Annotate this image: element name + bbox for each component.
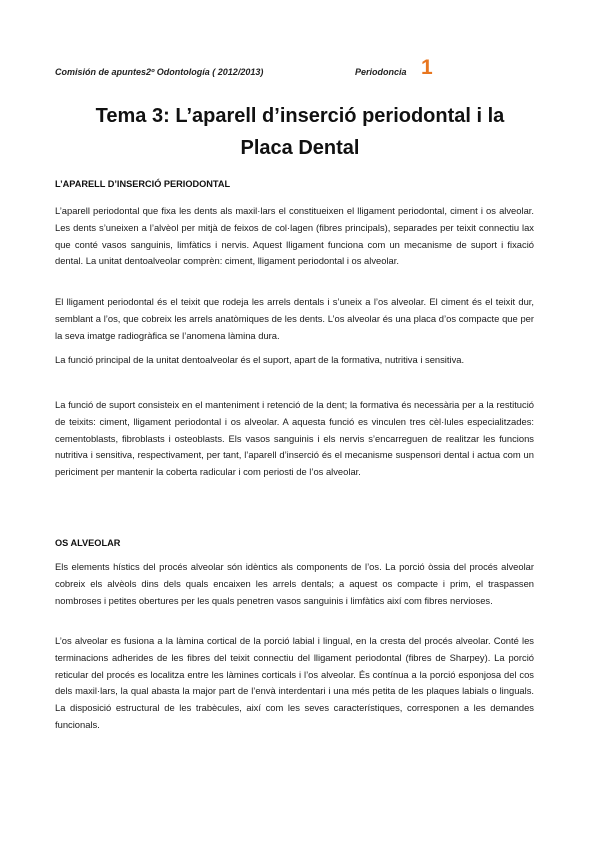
header-course-label: Comisión de apuntes2º Odontología ( 2012/2013): [55, 67, 264, 77]
page-header: [55, 56, 545, 86]
document-title: [40, 100, 560, 164]
paragraph: La funció principal de la unitat dentoalveolar és el suport, apart de la formativa, nutritiva i sensitiva.: [55, 354, 465, 365]
paragraph: L’aparell periodontal que fixa les dents als maxil·lars el constitueixen el lligament periodontal, ciment i os alveolar. Les dents s’uneixen a l’alvèol per mitjà de feixos de col·lagen (fibres principals), separades per teixit connectiu lax que conté vasos sanguinis, limfàtics i nervis. Aquest lligament funciona com un mecanisme de suport i fixació dental. La unitat dentoalveolar comprèn: ciment, lligament periodontal i os alveolar.: [55, 205, 534, 267]
section-heading-os-alveolar: OS ALVEOLAR: [55, 538, 121, 548]
section-heading-aparell: L’APARELL D’INSERCIÓ PERIODONTAL: [55, 179, 231, 189]
paragraph: La funció de suport consisteix en el manteniment i retenció de la dent; la formativa és necessària per a la restitució de teixits: ciment, lligament periodontal i os alveolar. A aquesta funció es vinculen tres cèl·lules especialitzades: cementoblasts, fibroblasts i osteoblasts. Els vasos sanguinis i els nervis s’encarreguen de realitzar les funcions nutritiva i sensitiva, respectivament, per tant, l’aparell d’inserció és el mecanisme suspensori dental i actua com un periciment per mantenir la coberta radicular i com periosti de l’os alveolar.: [55, 399, 534, 478]
paragraph: Els elements hístics del procés alveolar són idèntics als components de l’os. La porció òssia del procés alveolar cobreix els alvèols dins dels quals encaixen les arrels dentals; a aquest os compacte i prim, el traspassen nombroses i petites obertures per les quals penetren vasos sanguinis i limfàtics així com fibres nervioses.: [55, 561, 534, 606]
title-line-1: Tema 3: L’aparell d’inserció periodontal i la: [95, 105, 505, 127]
header-subject: Periodoncia: [355, 67, 407, 77]
paragraph: L’os alveolar es fusiona a la làmina cortical de la porció labial i lingual, en la cresta del procés alveolar. Conté les terminacions adherides de les fibres del teixit connectiu del lligament periodontal (fibres de Sharpey). La porció reticular del procés es localitza entre les làmines corticals i l’os alveolar. És contínua a la porció esponjosa del cos dels maxil·lars, la qual abasta la major part de l’envà interdentari i una més petita de les plaques labials o linguals. La disposició estructural de les trabècules, així com les seves característiques, corresponen a les demandes funcionals.: [55, 635, 534, 730]
page-number: 1: [421, 56, 433, 79]
paragraph: El lligament periodontal és el teixit que rodeja les arrels dentals i s’uneix a l’os alveolar. El ciment és el teixit dur, semblant a l’os, que cobreix les arrels anatòmiques de les dents. L’os alveolar és una placa d’os compacte que per la seva imatge radiogràfica se l’anomena làmina dura.: [55, 296, 534, 341]
title-line-2: Placa Dental: [240, 137, 360, 159]
